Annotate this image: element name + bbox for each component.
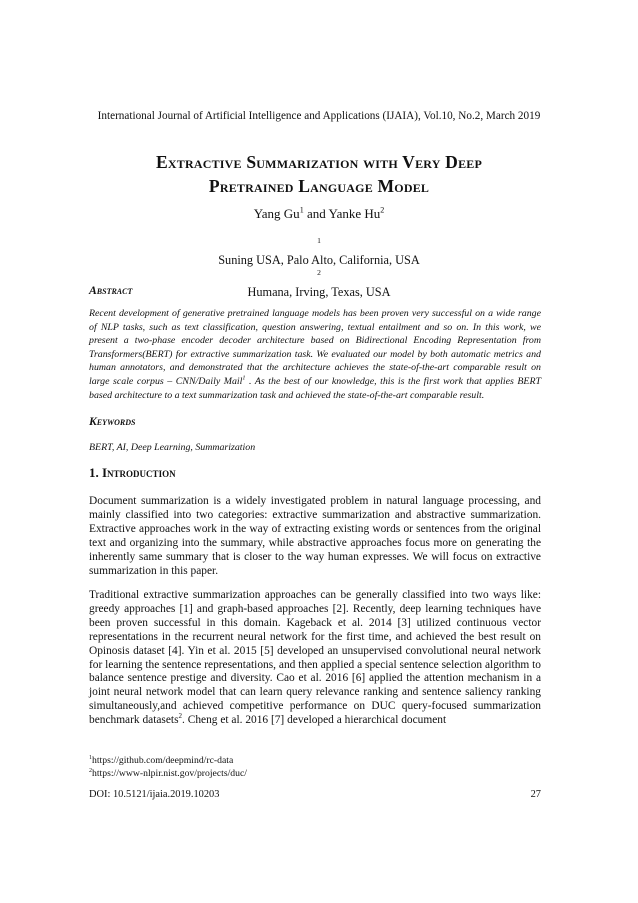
footnote-sup: 2 (89, 768, 92, 775)
affiliation-sup: 2 (317, 267, 321, 277)
page-number: 27 (530, 789, 541, 800)
footnote-sup: 1 (89, 754, 92, 761)
affiliation (60, 268, 578, 300)
doi[interactable]: DOI: 10.5121/ijaia.2019.10203 (89, 789, 220, 800)
abstract-body: Recent development of generative pretrained language models has been proven very successful on a wide range of NLP tasks, such as text classification, question answering, textual entailment and so on. In this work, we present a two-phase encoder decoder architecture based on Bidirectional Encoding Representation from Transformers(BERT) for extractive summarization task. We evaluated our model by both automatic metrics and human annotators, and demonstrated that the architecture achieves the state-of-the-art comparable result on large scale corpus – CNN/Daily Mail (89, 308, 541, 387)
footnote-link[interactable]: https://github.com/deepmind/rc-data (92, 755, 234, 766)
affiliation (60, 236, 578, 268)
keywords-text: BERT, AI, Deep Learning, Summarization (89, 442, 256, 453)
affiliation-sup: 1 (317, 235, 321, 245)
title-line-2: Pretrained Language Model (208, 176, 430, 196)
abstract-footnote-sup: 1 (242, 375, 246, 382)
author-affil-sup: 2 (380, 205, 385, 215)
journal-header: International Journal of Artificial Intelligence and Applications (IJAIA), Vol.10, No.2, March 2019 (97, 110, 541, 122)
footnote-link[interactable]: https://www-nlpir.nist.gov/projects/duc/ (92, 768, 247, 780)
introduction-heading: 1. Introduction (89, 465, 176, 480)
author-affil-sup: 1 (299, 205, 304, 215)
abstract-text (89, 307, 541, 402)
affiliation-text: Humana, Irving, Texas, USA (247, 285, 391, 299)
title-line-1: Extractive Summarization with Very Deep (155, 152, 483, 172)
intro-paragraph-2 (89, 589, 541, 728)
author-name: Yanke Hu (328, 206, 381, 221)
footnotes (89, 754, 541, 781)
intro-footnote-sup: 2 (178, 712, 183, 721)
abstract-heading: Abstract (89, 284, 133, 297)
keywords-heading: Keywords (89, 415, 136, 428)
affiliation-text: Suning USA, Palo Alto, California, USA (218, 253, 420, 267)
footnote (89, 754, 541, 767)
abstract-body-cont: . As the best of our knowledge, this is the first work that applies BERT based architecture to a text summarization task and achieved the state-of-the-art comparable result. (89, 375, 541, 401)
affiliations (60, 236, 578, 300)
author-name: Yang Gu (253, 206, 300, 221)
intro-paragraph-2-body: Traditional extractive summarization approaches can be generally classified into two ways like: greedy approaches [1] and graph-based approaches [2]. Recently, deep learning techniques have been proven successful in this domain. Kageback et al. 2014 [3] utilized continuous vector representations in the recurrent neural network for the first time, and achieved the best result on Opinosis dataset [4]. Yin et al. 2015 [5] developed an unsupervised convolutional neural network for learning the sentence representations, and then applied a special sentence selection algorithm to balance sentence prestige and diversity. Cao et al. 2016 [6] applied the attention mechanism in a joint neural network model that can learn query relevance ranking and sentence saliency ranking simultaneously,and achieved competitive performance on DUC query-focused summarization benchmark datasets (89, 589, 541, 727)
intro-paragraph-2-cont: . Cheng et al. 2016 [7] developed a hierarchical document (182, 714, 447, 727)
author-list (60, 206, 578, 222)
author-conjunction: and (303, 206, 329, 221)
paper-title (50, 150, 588, 198)
intro-paragraph-1: Document summarization is a widely investigated problem in natural language processing, and mainly classified into two categories: extractive summarization and abstractive summarization. Extractive approaches work in the way of extracting existing words or sentences from the original text and organizing into the summary, while abstractive approaches focus more on generating the inherently same summary that is closer to the way human expresses. We will focus on extractive summarization in this paper. (89, 495, 541, 577)
footnote (89, 767, 541, 780)
